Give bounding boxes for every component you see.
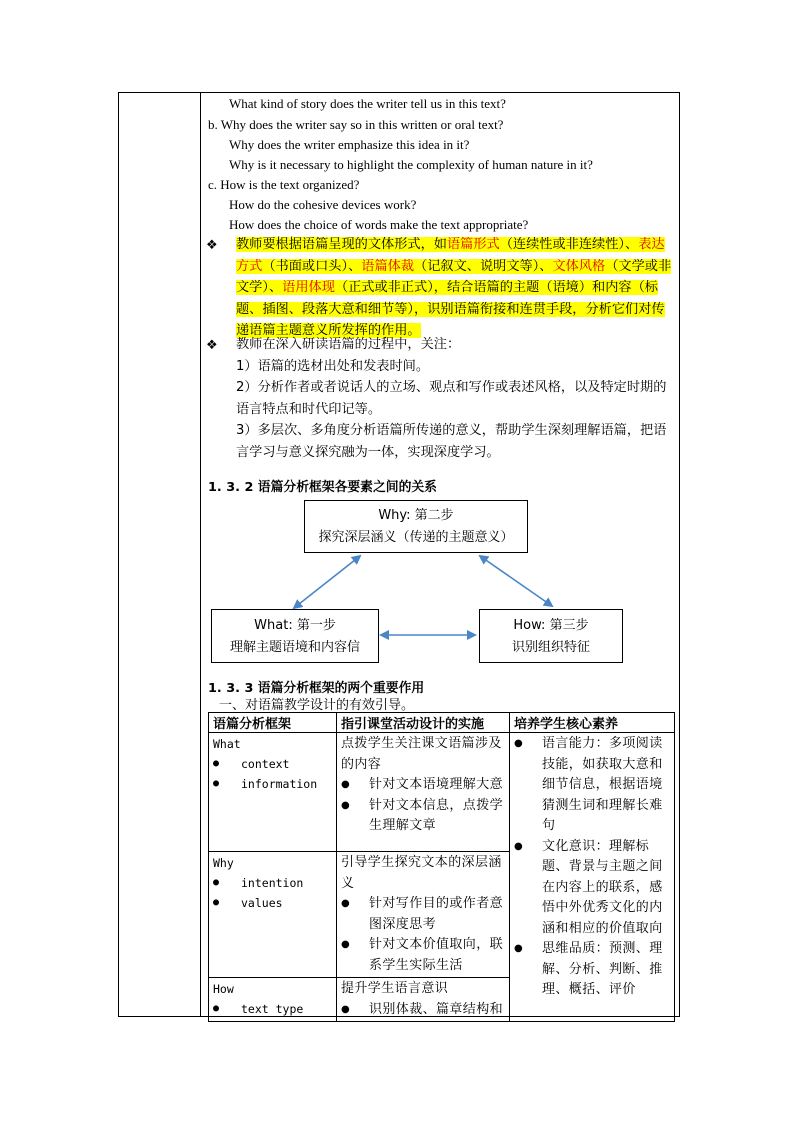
subheading-guidance: 一、对语篇教学设计的有效引导。: [219, 698, 415, 713]
section-heading-1-3-3: 1. 3. 3 语篇分析框架的两个重要作用: [208, 681, 425, 696]
red-term: 语篇体裁: [361, 258, 415, 274]
question-b-2: Why does the writer emphasize this idea in it?: [229, 137, 470, 152]
red-term: 语篇形式: [447, 237, 500, 252]
list-item: ● 识别体裁、篇章结构和: [341, 1000, 505, 1021]
how-cell: How ● text type: [209, 978, 337, 1022]
question-a-3: What kind of story does the writer tell us in this text?: [229, 96, 506, 111]
red-term: 语用体现: [282, 280, 335, 295]
list-item: ● 语言能力：多项阅读技能，如获取大意和细节信息，根据语境猜测生词和理解长难句: [514, 734, 670, 837]
what-box: What: 第一步 理解主题语境和内容信: [211, 609, 379, 663]
why-activity-cell: 引导学生探究文本的深层涵义 ● 针对写作目的或作者意图深度思考 ● 针对文本价值取向，联系学生实际生活: [337, 852, 510, 978]
why-cell: Why ● intention ● values: [209, 852, 337, 978]
how-activity-cell: 提升学生语言意识 ● 识别体裁、篇章结构和: [337, 978, 510, 1022]
diamond-bullet-icon: ❖: [206, 338, 218, 353]
list-item: ● text type: [213, 999, 332, 1019]
para2-intro: 教师在深入研读语篇的过程中，关注：: [236, 337, 461, 352]
section-heading-1-3-2: 1. 3. 2 语篇分析框架各要素之间的关系: [208, 480, 437, 495]
para2-item-3: 3）多层次、多角度分析语篇所传递的意义，帮助学生深刻理解语篇，把语言学习与意义探究融为一体，实现深度学习。: [236, 423, 667, 460]
why-box: Why: 第二步 探究深层涵义（传递的主题意义）: [304, 500, 528, 553]
table-row: [209, 733, 675, 852]
table-header: 指引课堂活动设计的实施: [337, 713, 510, 733]
question-b-3: Why is it necessary to highlight the complexity of human nature in it?: [229, 157, 593, 172]
question-c-3: How does the choice of words make the text appropriate?: [229, 217, 529, 232]
list-item: ● intention: [213, 873, 332, 893]
red-term: 文体风格: [552, 258, 606, 274]
framework-table: [208, 712, 675, 1022]
list-item: ● 针对文本价值取向，联系学生实际生活: [341, 935, 505, 976]
table-header: 语篇分析框架: [209, 713, 337, 733]
paragraph-study-points: [236, 334, 676, 463]
list-item: ● 针对文本语境理解大意: [341, 775, 505, 796]
list-item: ● information: [213, 774, 332, 794]
paragraph-text-features: [236, 234, 676, 342]
list-item: ● context: [213, 754, 332, 774]
para1-highlight: 教师要根据语篇呈现的文体形式，如语篇形式（连续性或非连续性）、表达方式（书面或口头）、语篇体裁（记叙文、说明文等）、文体风格（文学或非文学）、语用体现（正式或非正式），结合语篇的主题（语境）和内容（标题、插图、段落大意和细节等），识别语篇衔接和连贯手段，分析它们对传递语篇主题意义所发挥的作用。: [236, 237, 672, 338]
table-header: 培养学生核心素养: [510, 713, 675, 733]
arrow-why-how: [480, 556, 552, 606]
question-c-1: c. How is the text organized?: [208, 177, 360, 192]
red-term: 表达方式: [236, 237, 665, 274]
list-item: ● 文化意识：理解标题、背景与主题之间在内容上的联系，感悟中外优秀文化的内涵和相应的价值取向: [514, 837, 670, 940]
list-item: ● 思维品质：预测、理解、分析、判断、推理、概括、评价: [514, 939, 670, 1001]
para2-item-2: 2）分析作者或者说话人的立场、观点和写作或表述风格，以及特定时期的语言特点和时代印记等。: [236, 380, 667, 417]
question-c-2: How do the cohesive devices work?: [229, 197, 417, 212]
list-item: ● 针对写作目的或作者意图深度思考: [341, 894, 505, 935]
table-header-row: [209, 713, 675, 733]
diamond-bullet-icon: ❖: [206, 238, 218, 253]
question-b-1: b. Why does the writer say so in this written or oral text?: [208, 117, 504, 132]
list-item: ● values: [213, 893, 332, 913]
how-box: How: 第三步 识别组织特征: [479, 609, 623, 663]
what-activity-cell: 点拨学生关注课文语篇涉及的内容 ● 针对文本语境理解大意 ● 针对文本信息，点拨学生理解文章: [337, 733, 510, 852]
para2-item-1: 1）语篇的选材出处和发表时间。: [236, 358, 430, 374]
core-literacy-cell: [510, 733, 675, 1022]
list-item: ● 针对文本信息，点拨学生理解文章: [341, 796, 505, 837]
arrow-what-why: [294, 556, 360, 608]
what-cell: What ● context ● information: [209, 733, 337, 852]
